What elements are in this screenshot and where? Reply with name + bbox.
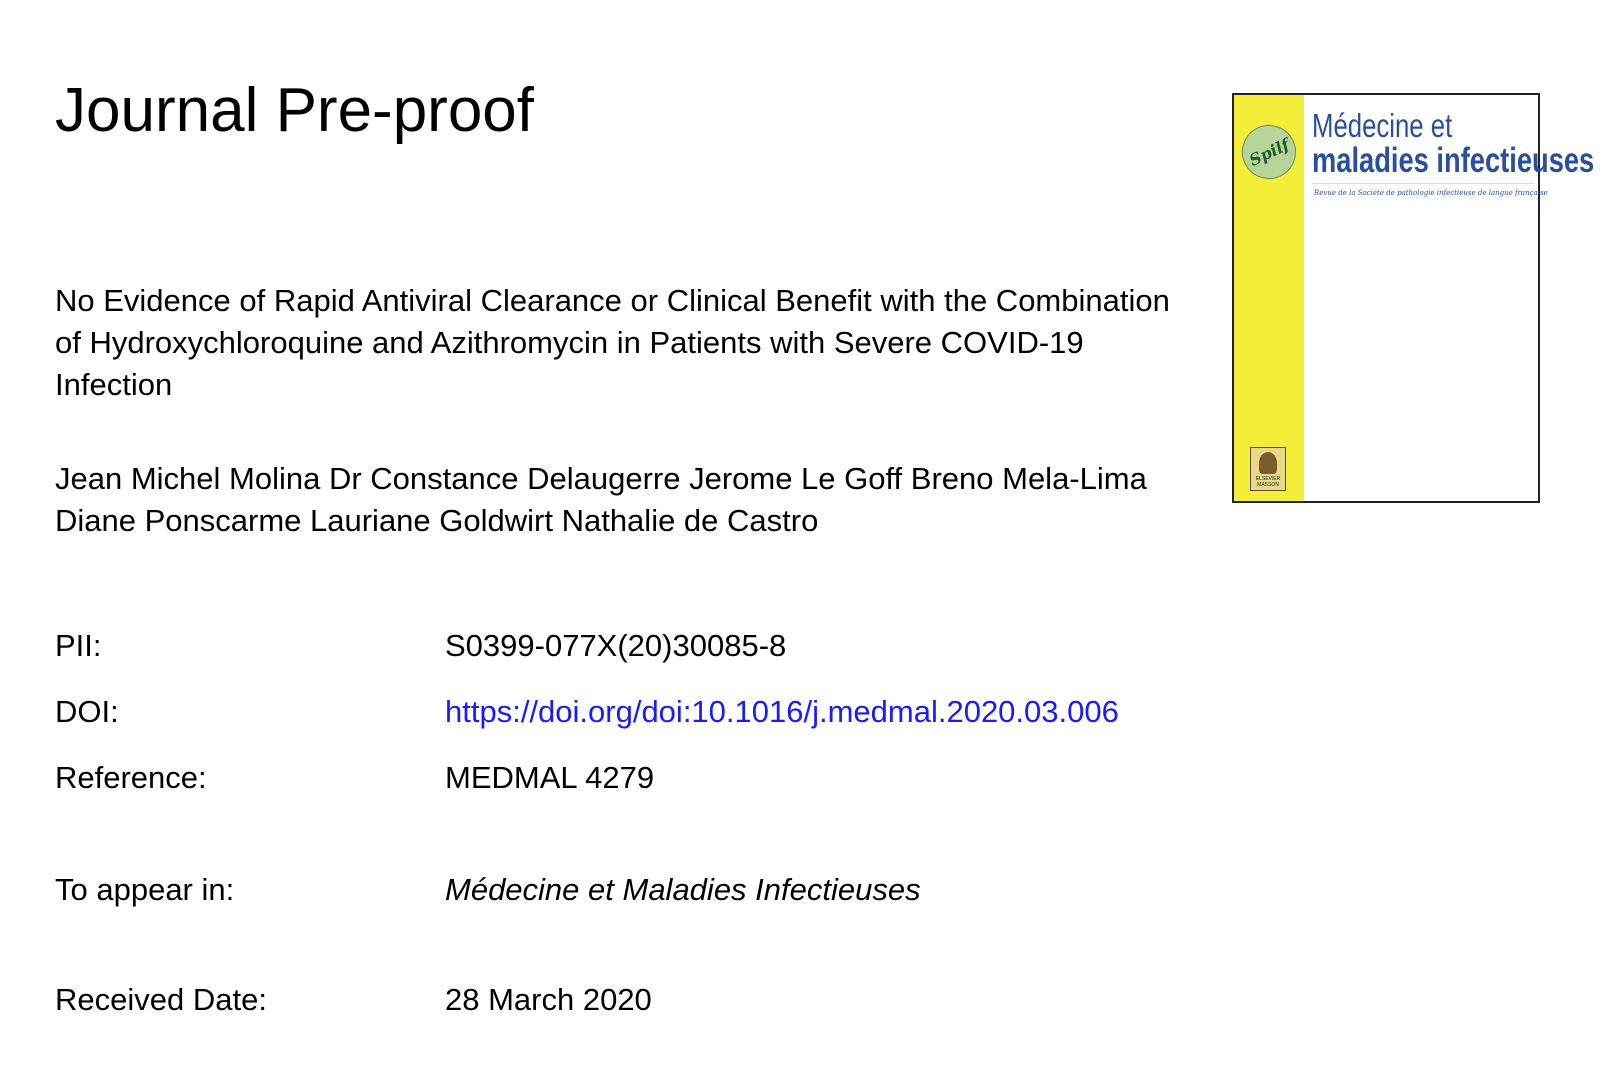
reference-value: MEDMAL 4279: [445, 760, 655, 795]
cover-publisher-logo: [1250, 447, 1286, 491]
reference-label: Reference:: [55, 760, 207, 795]
doi-label: DOI:: [55, 694, 119, 729]
logo-text: Spilf: [1246, 134, 1292, 170]
journal-cover: [1232, 93, 1595, 503]
appear-label: To appear in:: [55, 872, 235, 907]
article-authors: Jean Michel Molina Dr Constance Delaugerre Jerome Le Goff Breno Mela-Lima Diane Ponscarme Lauriane Goldwirt Nathalie de Castro: [55, 461, 1147, 538]
received-label: Received Date:: [55, 982, 267, 1017]
cover-rule: [1312, 183, 1534, 184]
elsevier-tree-icon: [1259, 452, 1277, 474]
cover-journal-title: [1312, 107, 1595, 180]
cover-title-line2: maladies infectieuses: [1312, 141, 1595, 180]
doi-link[interactable]: https://doi.org/doi:10.1016/j.medmal.2020.03.006: [445, 694, 1119, 729]
cover-subtitle: Revue de la Société de pathologie infectieuse de langue française: [1314, 189, 1548, 197]
pii-value: S0399-077X(20)30085-8: [445, 628, 787, 663]
publisher-text: ELSEVIER MASSON: [1255, 476, 1281, 488]
received-value: 28 March 2020: [445, 982, 652, 1017]
cover-title-line1: Médecine et: [1312, 107, 1453, 144]
page-header: Journal Pre-proof: [55, 76, 535, 145]
pii-label: PII:: [55, 628, 102, 663]
article-title: No Evidence of Rapid Antiviral Clearance or Clinical Benefit with the Combination of Hydroxychloroquine and Azithromycin in Patients with Severe COVID-19 Infection: [55, 283, 1170, 402]
appear-value: Médecine et Maladies Infectieuses: [445, 872, 921, 907]
